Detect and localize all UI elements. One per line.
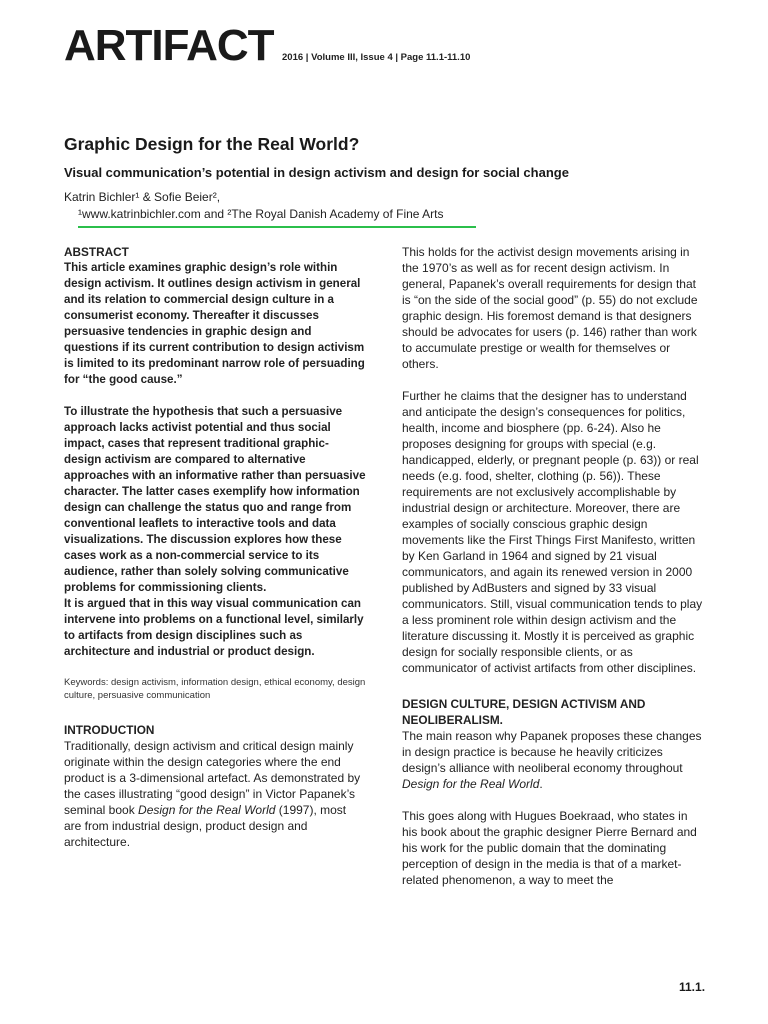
body-paragraph: Further he claims that the designer has to understand and anticipate the design’s consequences for politics, health, income and biosphere (pp. 6-24). Also he proposes designing for groups with special (e.g. handicapped, elderly, or pregnant people (p. 63)) or real needs (e.g. food, shelter, clothing (p. 56)). These requirements are not exclusively accomplishable by industrial design or architecture. Moreover, there are examples of socially conscious graphic design movements like the First Things First Manifesto, written by Ken Garland in 1964 and signed by 21 visual communicators, and again its renewed version in 2000 published by AdBusters and signed by 33 visual communicators. Still, visual communication tends to play a less prominent role within design activism and the literature discussing it. Mostly it is perceived as graphic design for socially responsible clients, or as communicator of activist artifacts from other disciplines. bbox=[402, 389, 703, 675]
article-subtitle: Visual communication’s potential in design activism and design for social change bbox=[64, 165, 569, 180]
body-paragraph: This holds for the activist design movements arising in the 1970’s as well as for recent design activism. In general, Papanek’s overall requirements for design that is “on the side of the social good” (p. 55) do not exclude graphic design. His foremost demand is that designers should be advocates for users (p. 146) rather than work to accumulate prestige or wealth for themselves or others. bbox=[402, 245, 698, 371]
left-column bbox=[64, 244, 366, 850]
introduction-paragraph: Traditionally, design activism and critical design mainly originate within the design categories where the end product is a 3-dimensional artefact. As demonstrated by the cases illustrating “good design” in Victor Papanek’s seminal book Design for the Real World (1997), most are from industrial design, product design and architecture. bbox=[64, 739, 361, 849]
author-list: Katrin Bichler¹ & Sofie Beier², bbox=[64, 190, 221, 204]
author-affiliations: ¹www.katrinbichler.com and ²The Royal Danish Academy of Fine Arts bbox=[78, 207, 444, 221]
page-number: 11.1. bbox=[679, 980, 706, 994]
keywords: Keywords: design activism, information design, ethical economy, design culture, persuasive communication bbox=[64, 677, 366, 701]
abstract-paragraph: It is argued that in this way visual communication can intervene into problems on a functional level, similarly to artifacts from design disciplines such as architecture and industrial or product design. bbox=[64, 597, 364, 658]
artifact-logo: ARTIFACT bbox=[64, 21, 274, 70]
right-column bbox=[402, 244, 704, 888]
abstract-paragraph: To illustrate the hypothesis that such a persuasive approach lacks activist potential and thus social impact, cases that represent traditional graphic-design activism are compared to alternative approaches with an informative rather than persuasive character. The latter cases exemplify how information design can challenge the status quo and range from conventional leaflets to interactive tools and data visualizations. The discussion explores how these cases work as a non-commercial service to its audience, rather than solely solving communicative problems for commissioning clients. bbox=[64, 405, 366, 594]
book-title: Design for the Real World bbox=[402, 777, 540, 791]
abstract-heading: ABSTRACT bbox=[64, 245, 129, 259]
abstract-paragraph: This article examines graphic design’s role within design activism. It outlines design activism in general and its relation to commercial design culture in a consumerist economy. Thereafter it discusses persuasive tendencies in graphic design and questions if its current contribution to design activism is limited to its predominant narrow role of persuading for “the good cause.” bbox=[64, 261, 365, 386]
issue-info: 2016 | Volume III, Issue 4 | Page 11.1-11.10 bbox=[282, 52, 471, 63]
body-paragraph: The main reason why Papanek proposes these changes in design practice is because he heavily criticizes design’s alliance with neoliberal economy throughout Design for the Real World. bbox=[402, 729, 702, 791]
title-divider bbox=[78, 226, 476, 228]
design-culture-heading: DESIGN CULTURE, DESIGN ACTIVISM AND NEOLIBERALISM. bbox=[402, 697, 646, 727]
book-title: Design for the Real World bbox=[138, 803, 276, 817]
introduction-heading: INTRODUCTION bbox=[64, 723, 155, 737]
article-title: Graphic Design for the Real World? bbox=[64, 134, 360, 154]
body-paragraph: This goes along with Hugues Boekraad, who states in his book about the graphic designer Pierre Bernard and his work for the public domain that the dominating perception of design in the media is that of a market-related phenomenon, a way to meet the bbox=[402, 809, 697, 887]
